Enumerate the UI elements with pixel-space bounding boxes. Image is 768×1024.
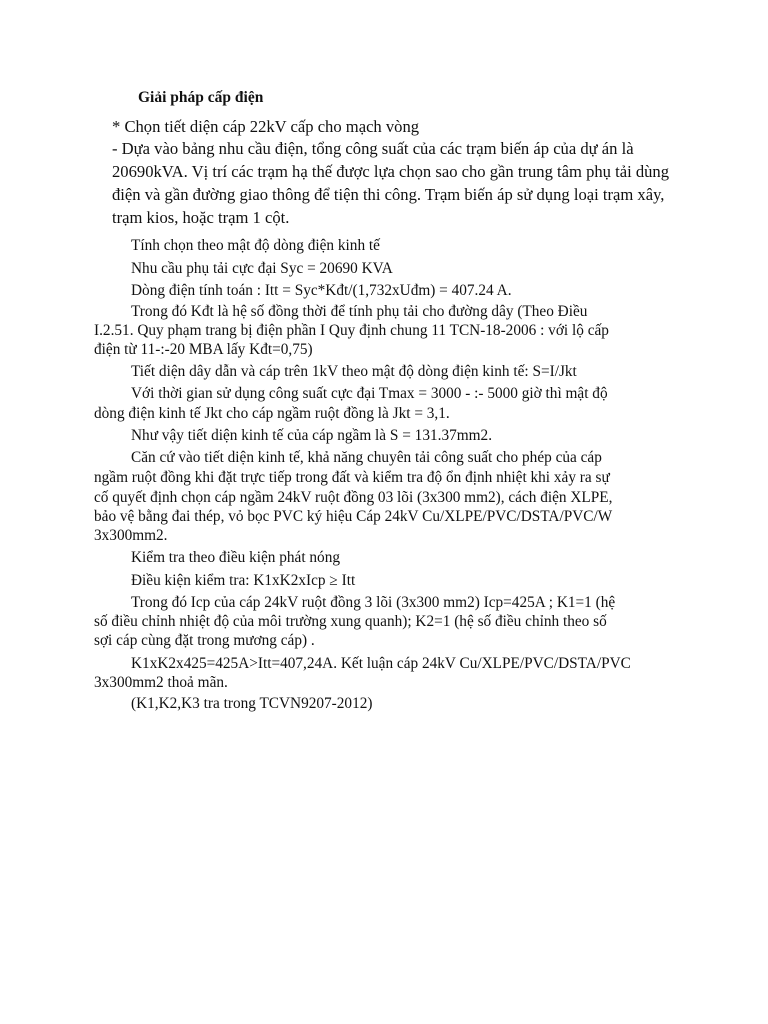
text-line: Tính chọn theo mật độ dòng điện kinh tế — [131, 237, 380, 254]
text-line: 3x300mm2. — [94, 527, 168, 544]
text-line: trạm kios, hoặc trạm 1 cột. — [112, 208, 290, 227]
text-line: Tiết diện dây dẫn và cáp trên 1kV theo mật độ dòng điện kinh tế: S=I/Jkt — [131, 363, 577, 380]
text-line: điện từ 11-:-20 MBA lấy Kđt=0,75) — [94, 341, 313, 358]
text-line: ngầm ruột đồng khi đặt trực tiếp trong đất và kiểm tra độ ổn định nhiệt khi xảy ra sự — [94, 469, 610, 486]
text-line: cố quyết định chọn cáp ngầm 24kV ruột đồng 03 lõi (3x300 mm2), cách điện XLPE, — [94, 489, 613, 506]
text-line: 3x300mm2 thoả mãn. — [94, 674, 228, 691]
text-line: Kiểm tra theo điều kiện phát nóng — [131, 549, 341, 566]
text-line: bảo vệ bằng đai thép, vỏ bọc PVC ký hiệu Cáp 24kV Cu/XLPE/PVC/DSTA/PVC/W — [94, 508, 613, 525]
text-line: Dòng điện tính toán : Itt = Syc*Kđt/(1,732xUđm) = 407.24 A. — [131, 282, 512, 299]
text-line: số điều chỉnh nhiệt độ của môi trường xung quanh); K2=1 (hệ số điều chỉnh theo số — [94, 613, 607, 630]
text-line: điện và gần đường giao thông để tiện thi công. Trạm biến áp sử dụng loại trạm xây, — [112, 185, 665, 204]
text-line: Trong đó Kđt là hệ số đồng thời để tính phụ tải cho đường dây (Theo Điều — [131, 303, 588, 320]
text-line: (K1,K2,K3 tra trong TCVN9207-2012) — [131, 695, 373, 712]
text-line: Điều kiện kiểm tra: K1xK2xIcp ≥ Itt — [131, 572, 356, 589]
text-line: Với thời gian sử dụng công suất cực đại Tmax = 3000 - :- 5000 giờ thì mật độ — [131, 385, 608, 402]
text-line: Như vậy tiết diện kinh tế của cáp ngầm là S = 131.37mm2. — [131, 427, 493, 444]
text-line: Căn cứ vào tiết diện kinh tế, khả năng chuyên tải công suất cho phép của cáp — [131, 449, 602, 466]
text-line-bullet: * Chọn tiết diện cáp 22kV cấp cho mạch vòng — [112, 117, 420, 136]
text-line: I.2.51. Quy phạm trang bị điện phần I Quy định chung 11 TCN-18-2006 : với lộ cấp — [94, 322, 609, 339]
text-line: Trong đó Icp của cáp 24kV ruột đồng 3 lõi (3x300 mm2) Icp=425A ; K1=1 (hệ — [131, 594, 616, 611]
text-line: - Dựa vào bảng nhu cầu điện, tổng công suất của các trạm biến áp của dự án là — [112, 139, 634, 158]
text-line: sợi cáp cùng đặt trong mương cáp) . — [94, 632, 315, 649]
text-line: K1xK2x425=425A>Itt=407,24A. Kết luận cáp 24kV Cu/XLPE/PVC/DSTA/PVC — [131, 655, 631, 672]
text-line: Nhu cầu phụ tải cực đại Syc = 20690 KVA — [131, 260, 393, 277]
section-heading: Giải pháp cấp điện — [138, 89, 264, 106]
text-line: 20690kVA. Vị trí các trạm hạ thế được lựa chọn sao cho gần trung tâm phụ tải dùng — [112, 162, 670, 181]
text-line: dòng điện kinh tế Jkt cho cáp ngầm ruột đồng là Jkt = 3,1. — [94, 405, 450, 422]
